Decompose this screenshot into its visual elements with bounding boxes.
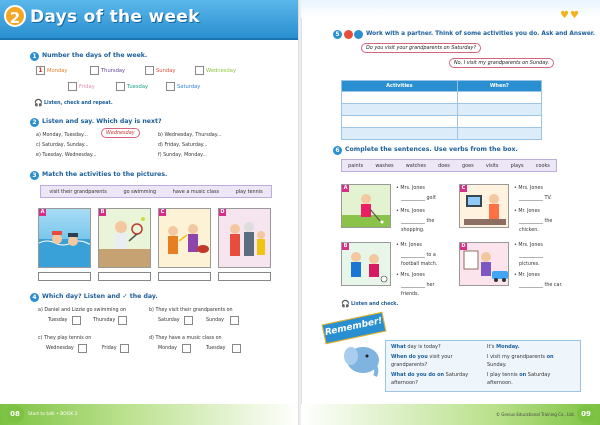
word: watches [405,162,426,169]
remember-r2-cont: Sunday. [487,362,507,368]
q3-instruction: Match the activities to the pictures. [42,171,168,178]
activities-table [341,80,542,140]
q6-c1-blank[interactable]: __________ TV. [519,196,552,201]
q6-a2-blank[interactable]: __________ the [401,219,435,224]
day-number-box[interactable] [116,82,125,91]
q6-d2-blank[interactable]: __________ the car. [519,283,563,288]
q2-item-e: e) Tuesday, Wednesday... [36,153,97,158]
day-number-box[interactable] [145,66,154,75]
day-label: Thursday [101,67,126,74]
day-wednesday[interactable] [195,66,236,75]
page-number: 09 [577,405,595,423]
answer-box-a[interactable] [38,272,91,281]
q6-c1-subject: • Mrs. Jones [514,186,543,191]
activity-cell[interactable] [342,116,458,128]
day-friday[interactable] [68,82,95,91]
q2-item-b: b) Wednesday, Thursday... [158,133,222,138]
q4-number: 4 [30,293,39,302]
q5-instruction: Work with a partner. Think of some activities you do. Ask and Answer. [366,31,595,37]
word: play tennis [235,188,263,195]
q1-number: 1 [30,52,39,61]
q1-instruction: Number the days of the week. [42,52,148,59]
q6-word-box [341,159,557,172]
q6-a1-subject: • Mrs. Jones [396,186,425,191]
q6-d1-object: pictures. [519,262,540,267]
q4-checkbox[interactable] [78,344,87,353]
remember-r1: It's Monday. [487,344,520,350]
col-activities: Activities [342,81,458,92]
q4-item-d: d) They have a music class on [149,336,222,341]
q2-number: 2 [30,118,39,127]
activity-cell[interactable] [342,128,458,140]
right-page [301,0,600,425]
football-friends-illustration [342,243,391,286]
word: visit their grandparents [49,188,107,195]
picture-label: C [160,209,165,215]
q5-number: 5 [333,30,342,39]
picture-d-painting [459,242,509,286]
q4-option: Wednesday [46,346,74,351]
q2-answer-bubble: Wednesday [101,128,140,138]
q4-checkbox[interactable] [120,344,129,353]
q4-item-a: a) Daniel and Lizzie go swimming on [38,308,127,313]
q2-item-d: d) Friday, Saturday... [158,143,208,148]
tennis-illustration [99,209,151,268]
picture-label: A [343,185,348,191]
q6-b1-subject: • Mr. Jones [396,243,422,248]
q3-word-box [40,185,272,198]
q6-b1-blank[interactable]: __________ to a [401,253,436,258]
day-number-box[interactable]: 1 [36,66,45,75]
q4-option: Sunday [206,318,224,323]
remember-l2: When do you visit your [391,354,453,360]
picture-d-grandparents [218,208,271,268]
picture-c-music-class [158,208,211,268]
unit-title: Days of the week [30,7,200,27]
q4-checkbox[interactable] [230,316,239,325]
remember-l3-cont: afternoon? [391,380,418,386]
q4-checkbox[interactable] [72,316,81,325]
day-sunday[interactable] [145,66,175,75]
q6-b2-blank[interactable]: __________ her [401,283,435,288]
painting-carwash-illustration [460,243,509,286]
when-cell[interactable] [457,116,541,128]
q6-instruction: Complete the sentences. Use verbs from the box. [345,146,518,153]
q4-option: Thursday [93,318,116,323]
when-cell[interactable] [457,92,541,104]
answer-box-d[interactable] [218,272,271,281]
day-thursday[interactable] [90,66,125,75]
q6-b1-object: football match. [401,262,438,267]
day-label: Monday [47,67,68,74]
remember-l1: What day is today? [391,344,441,350]
headphones-icon[interactable]: 🎧 [34,99,43,107]
word: plays [510,162,524,169]
picture-a-golf [341,184,391,228]
col-when: When? [457,81,541,92]
day-label: Friday [79,83,95,90]
hearts-icon: ♥♥ [560,10,580,21]
q4-option: Friday [102,346,117,351]
day-number-box[interactable] [166,82,175,91]
when-cell[interactable] [457,104,541,116]
left-page [0,0,299,425]
when-cell[interactable] [457,128,541,140]
q2-item-c: c) Saturday, Sunday... [36,143,89,148]
q6-number: 6 [333,146,342,155]
tv-cooking-illustration [460,185,509,228]
speaking-icon [344,30,353,39]
pair-work-icon [354,30,363,39]
q2-item-f: f) Sunday, Monday... [158,153,207,158]
q6-listen: Listen and check. [351,302,399,307]
music-class-illustration [159,209,211,268]
q5-question-bubble: Do you visit your grandparents on Saturday? [361,43,481,53]
unit-number: 2 [4,5,26,27]
q6-d1-subject: • Mrs. Jones [514,243,543,248]
word: visits [485,162,499,169]
day-number-box[interactable] [90,66,99,75]
day-number-box[interactable] [195,66,204,75]
remember-r2: I visit my grandparents on [487,354,554,360]
remember-r3-cont: afternoon. [487,380,513,386]
remember-badge: Remember! [322,312,387,344]
q5-answer-bubble: No, I visit my grandparents on Sunday. [449,58,554,68]
word: does [438,162,450,169]
q4-checkbox[interactable] [184,316,193,325]
activity-cell[interactable] [342,92,458,104]
word: paints [348,162,364,169]
right-footer [301,404,600,425]
page-number: 08 [6,405,24,423]
unit-banner [0,0,299,40]
q6-a2-subject: • Mrs. Jones [396,209,425,214]
day-monday[interactable] [36,66,67,75]
activity-cell[interactable] [342,104,458,116]
q2-item-a: a) Monday, Tuesday... [36,133,88,138]
q6-b2-object: friends. [401,292,420,297]
q6-c2-subject: • Mr. Jones [514,209,540,214]
picture-b-football [341,242,391,286]
remember-l2-cont: grandparents? [391,362,428,368]
q6-a1-blank[interactable]: __________ golf. [401,196,437,201]
left-footer [0,404,299,425]
word: cooks [535,162,550,169]
day-number-box[interactable] [68,82,77,91]
day-label: Wednesday [206,67,237,74]
elephant-icon [341,338,383,378]
q4-instruction: Which day? Listen and ✓ the day. [42,293,158,300]
word: goes [462,162,474,169]
q4-option: Tuesday [48,318,68,323]
remember-l3: What do you do on Saturday [391,372,469,378]
q4-option: Tuesday [206,346,226,351]
day-label: Sunday [156,67,176,74]
q6-d2-subject: • Mr. Jones [514,273,540,278]
picture-c-tv [459,184,509,228]
q4-checkbox[interactable] [118,316,127,325]
picture-label: B [343,243,348,249]
day-label: Saturday [177,83,201,90]
picture-a-swimming [38,208,91,268]
picture-label: D [461,243,466,249]
picture-label: C [461,185,466,191]
golf-illustration [342,185,391,228]
q6-c2-object: chicken. [519,228,539,233]
remember-r3: I play tennis on Saturday [487,372,551,378]
answer-box-b[interactable] [98,272,151,281]
q4-checkbox[interactable] [182,344,191,353]
day-saturday[interactable] [166,82,200,91]
q1-listen: Listen, check and repeat. [44,101,113,106]
picture-label: A [40,209,45,215]
picture-label: D [220,209,225,215]
q4-item-b: b) They visit their grandparents on [149,308,233,313]
q6-c2-blank[interactable]: __________ the [519,219,553,224]
headphones-icon[interactable]: 🎧 [341,300,350,308]
q6-a2-object: shopping. [401,228,425,233]
copyright-text: © Genius Educational Training Co., Ltd. [496,412,575,417]
swimming-illustration [39,209,91,268]
q6-b2-subject: • Mrs. Jones [396,273,425,278]
q4-option: Saturday [158,318,180,323]
grandparents-illustration [219,209,271,268]
word: washes [375,162,394,169]
picture-b-tennis [98,208,151,268]
answer-box-c[interactable] [158,272,211,281]
word: go swimming [123,188,157,195]
q6-d1-blank[interactable]: __________ [519,253,543,258]
q2-instruction: Listen and say. Which day is next? [42,118,162,125]
q4-checkbox[interactable] [232,344,241,353]
q3-number: 3 [30,171,39,180]
q4-item-c: c) They play tennis on [38,336,92,341]
footer-text: Start to talk • BOOK 2 [28,412,78,417]
day-tuesday[interactable] [116,82,148,91]
q4-option: Monday [158,346,177,351]
word: have a music class [172,188,220,195]
day-label: Tuesday [127,83,149,90]
picture-label: B [100,209,105,215]
